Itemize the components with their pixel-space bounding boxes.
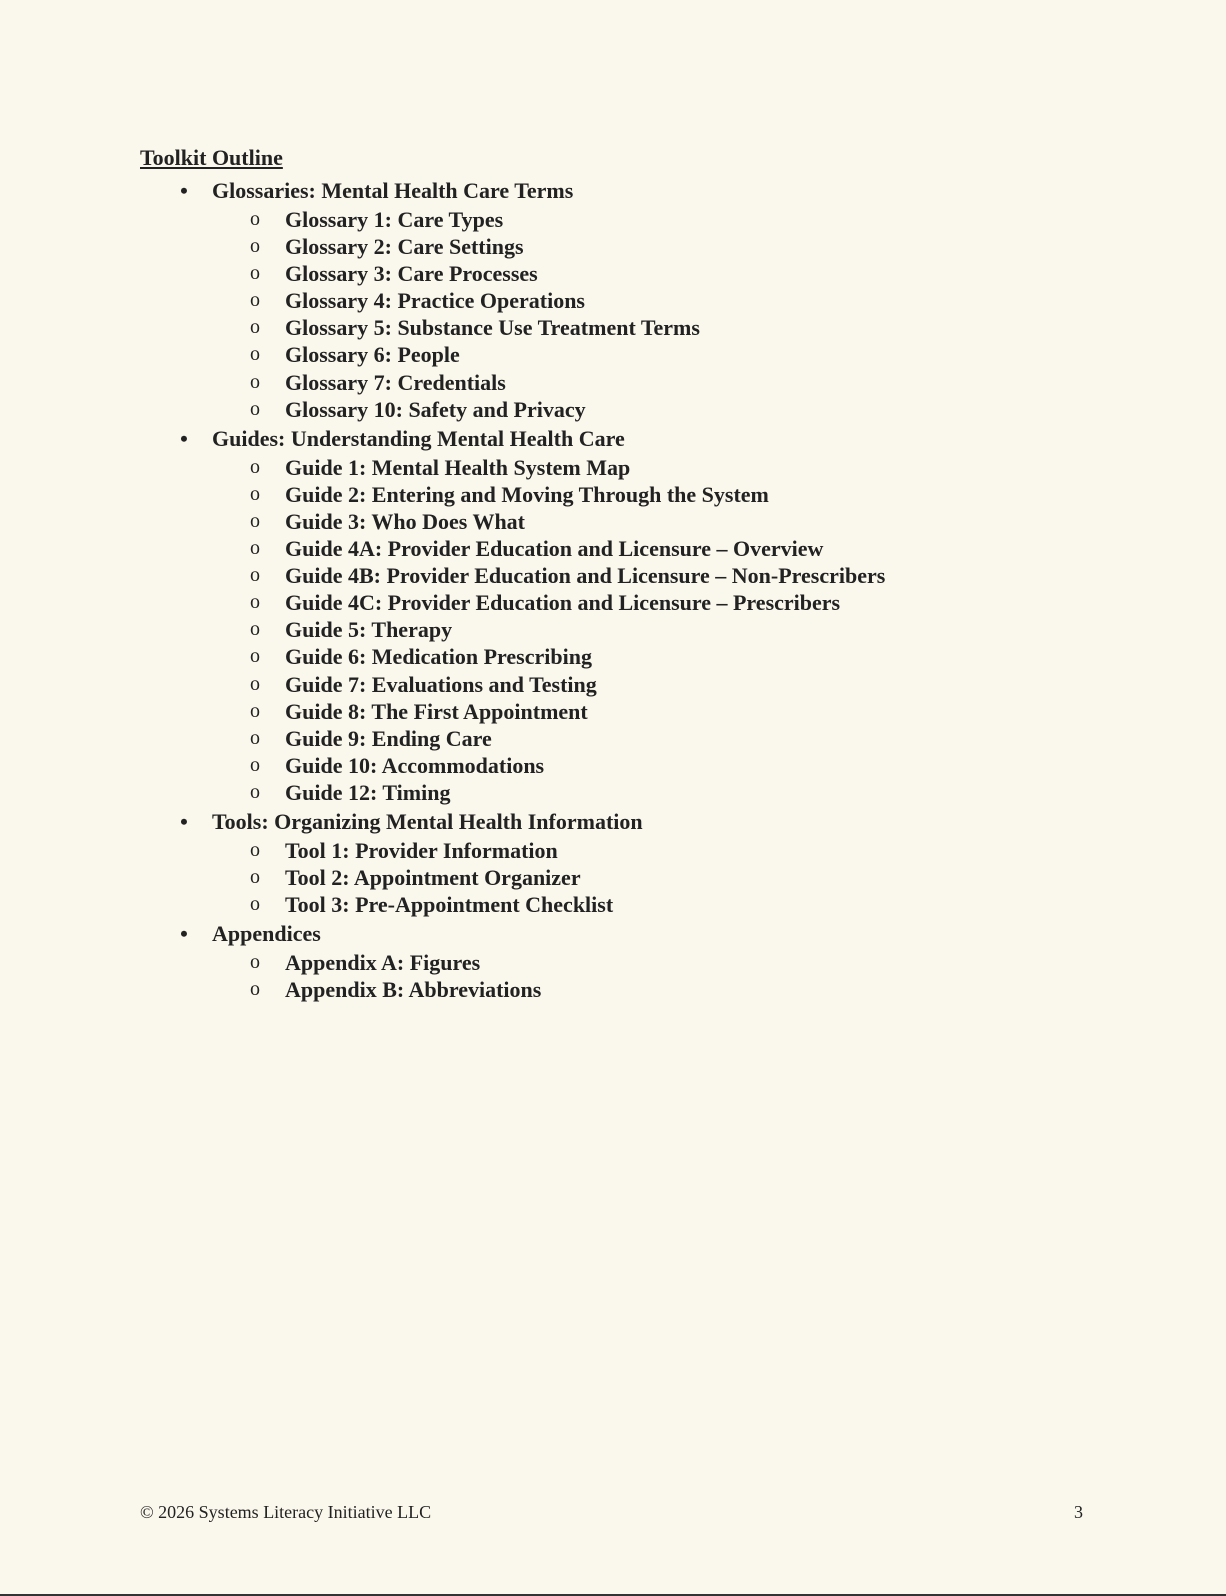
circle-bullet-icon: o (250, 951, 260, 974)
list-item-label: Guide 10: Accommodations (285, 752, 545, 778)
toolkit-outline-list (140, 175, 1140, 1003)
list-item-label: Guide 4B: Provider Education and Licensure – Non-Prescribers (285, 563, 886, 589)
outline-section-guides (140, 423, 1140, 806)
list-item-label: Appendix A: Figures (285, 950, 481, 976)
list-item (140, 837, 1140, 864)
list-item-label: Guide 5: Therapy (285, 617, 453, 643)
list-item-label: Glossary 5: Substance Use Treatment Terms (285, 315, 700, 341)
list-item (140, 616, 1140, 643)
circle-bullet-icon: o (250, 591, 260, 614)
bullet-icon: • (180, 808, 188, 834)
section-label: Guides: Understanding Mental Health Care (212, 425, 625, 451)
list-item-label: Guide 6: Medication Prescribing (285, 644, 592, 670)
list-item-label: Guide 8: The First Appointment (285, 698, 588, 724)
circle-bullet-icon: o (250, 235, 260, 258)
circle-bullet-icon: o (250, 397, 260, 420)
page-number: 3 (1074, 1502, 1083, 1522)
circle-bullet-icon: o (250, 866, 260, 889)
list-item (140, 481, 1140, 508)
list-item-label: Guide 1: Mental Health System Map (285, 454, 631, 480)
circle-bullet-icon: o (250, 618, 260, 641)
circle-bullet-icon: o (250, 370, 260, 393)
section-heading (140, 918, 1140, 949)
list-item (140, 976, 1140, 1003)
list-item (140, 949, 1140, 976)
circle-bullet-icon: o (250, 208, 260, 230)
circle-bullet-icon: o (250, 343, 260, 366)
circle-bullet-icon: o (250, 672, 260, 695)
list-item-label: Guide 12: Timing (285, 779, 451, 805)
list-item-label: Guide 7: Evaluations and Testing (285, 671, 597, 697)
circle-bullet-icon: o (250, 753, 260, 776)
list-item-label: Tool 3: Pre-Appointment Checklist (285, 892, 614, 918)
list-item-label: Glossary 10: Safety and Privacy (285, 396, 586, 422)
circle-bullet-icon: o (250, 699, 260, 722)
outline-section-appendices (140, 918, 1140, 1003)
circle-bullet-icon: o (250, 455, 260, 478)
list-item (140, 643, 1140, 670)
list-item (140, 698, 1140, 725)
section-label: Appendices (212, 921, 321, 947)
circle-bullet-icon: o (250, 316, 260, 339)
circle-bullet-icon: o (250, 645, 260, 668)
section-label: Tools: Organizing Mental Health Information (212, 808, 643, 834)
circle-bullet-icon: o (250, 509, 260, 532)
circle-bullet-icon: o (250, 726, 260, 749)
list-item (140, 725, 1140, 752)
circle-bullet-icon: o (250, 978, 260, 1001)
list-item-label: Appendix B: Abbreviations (285, 977, 542, 1003)
outline-section-tools (140, 806, 1140, 918)
page-title: Toolkit Outline (140, 145, 283, 170)
list-item-label: Guide 9: Ending Care (285, 725, 492, 751)
section-heading (140, 423, 1140, 454)
circle-bullet-icon: o (250, 482, 260, 505)
list-item-label: Glossary 1: Care Types (285, 207, 504, 232)
list-item-label: Glossary 3: Care Processes (285, 261, 538, 287)
list-item-label: Guide 4C: Provider Education and Licensure – Prescribers (285, 590, 841, 616)
section-label: Glossaries: Mental Health Care Terms (212, 178, 574, 203)
list-item-label: Guide 2: Entering and Moving Through the System (285, 481, 769, 507)
list-item (140, 562, 1140, 589)
circle-bullet-icon: o (250, 289, 260, 312)
list-item (140, 314, 1140, 341)
list-item-label: Tool 1: Provider Information (285, 837, 558, 863)
list-item (140, 287, 1140, 314)
list-item (140, 779, 1140, 806)
list-item (140, 752, 1140, 779)
bullet-icon: • (180, 921, 188, 947)
list-item-label: Guide 3: Who Does What (285, 508, 526, 534)
circle-bullet-icon: o (250, 564, 260, 587)
circle-bullet-icon: o (250, 893, 260, 916)
list-item (140, 891, 1140, 918)
list-item-label: Glossary 7: Credentials (285, 369, 506, 395)
list-item (140, 508, 1140, 535)
list-item (140, 206, 1140, 233)
list-item (140, 454, 1140, 481)
outline-section-glossaries (140, 175, 1140, 423)
list-item (140, 864, 1140, 891)
list-item (140, 260, 1140, 287)
list-item (140, 233, 1140, 260)
list-item-label: Glossary 4: Practice Operations (285, 288, 585, 314)
circle-bullet-icon: o (250, 838, 260, 861)
section-heading (140, 175, 1140, 206)
circle-bullet-icon: o (250, 262, 260, 285)
list-item (140, 396, 1140, 423)
list-item (140, 341, 1140, 368)
list-item (140, 671, 1140, 698)
bullet-icon: • (180, 178, 188, 203)
list-item-label: Glossary 6: People (285, 342, 460, 368)
section-heading (140, 806, 1140, 837)
footer-copyright: © 2026 Systems Literacy Initiative LLC (140, 1502, 432, 1522)
list-item (140, 535, 1140, 562)
list-item-label: Tool 2: Appointment Organizer (285, 865, 581, 891)
list-item-label: Glossary 2: Care Settings (285, 234, 524, 260)
bullet-icon: • (180, 425, 188, 451)
circle-bullet-icon: o (250, 537, 260, 560)
list-item (140, 589, 1140, 616)
circle-bullet-icon: o (250, 780, 260, 803)
list-item-label: Guide 4A: Provider Education and Licensure – Overview (285, 536, 824, 562)
list-item (140, 369, 1140, 396)
